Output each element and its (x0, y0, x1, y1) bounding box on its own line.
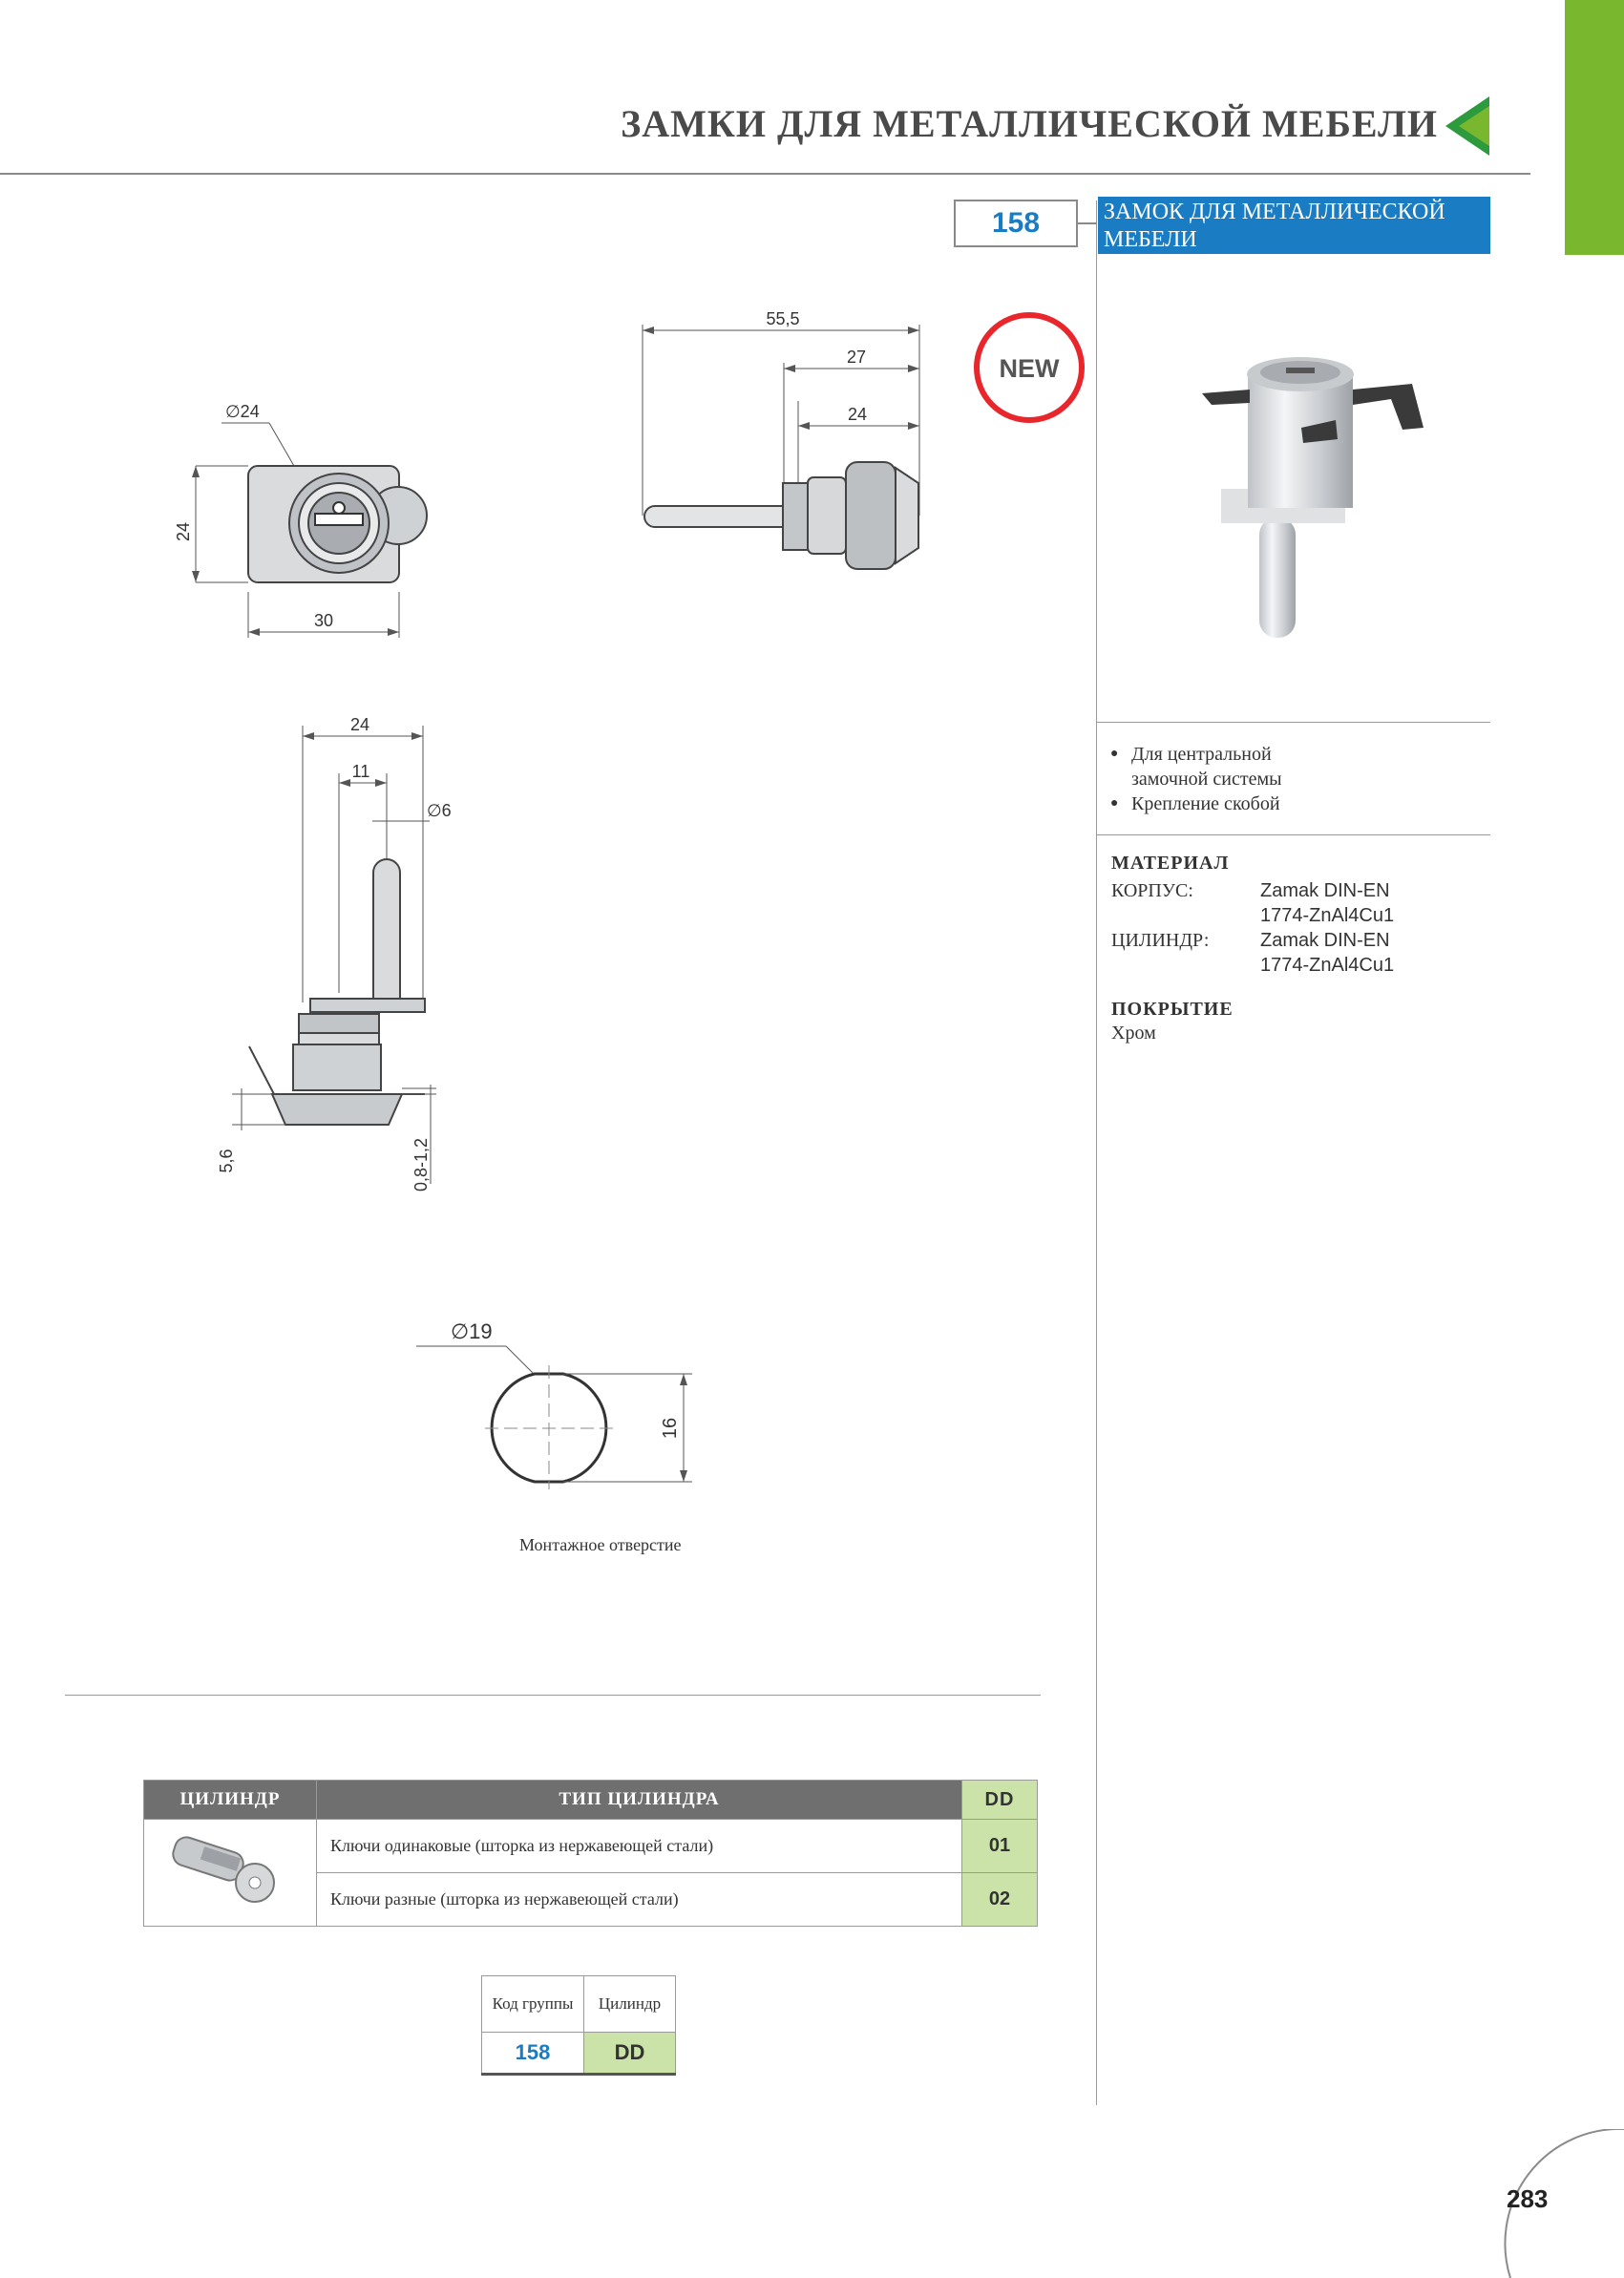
dim-label: 11 (351, 762, 370, 781)
material-value: Zamak DIN-EN (1260, 930, 1390, 951)
dim-label: 55,5 (766, 309, 800, 328)
header-divider (0, 173, 1530, 175)
table-header: DD (962, 1781, 1038, 1820)
bottom-view-drawing (215, 707, 473, 1193)
side-divider-2 (1097, 834, 1490, 835)
dim-label: ∅6 (427, 801, 452, 820)
table-row (482, 2033, 676, 2075)
table-header: Цилиндр (584, 1976, 676, 2033)
table-header-row (144, 1781, 1038, 1820)
dim-label: ∅24 (225, 402, 260, 421)
feature-item: ● Для центральной замочной системы (1110, 742, 1322, 791)
table-cell: 158 (482, 2033, 584, 2075)
table-header-row (482, 1976, 676, 2033)
feature-item: ● Крепление скобой (1110, 791, 1322, 816)
mounting-hole-drawing (411, 1308, 707, 1518)
material-row (1111, 928, 1394, 978)
table-row (144, 1820, 1038, 1873)
table-cell: DD (584, 2033, 676, 2075)
table-header: ЦИЛИНДР (144, 1781, 317, 1820)
product-code-box: 158 (954, 200, 1078, 247)
table-cell: 02 (962, 1873, 1038, 1927)
mounting-hole-caption: Монтажное отверстие (519, 1535, 682, 1554)
coating-label: ПОКРЫТИЕ (1111, 999, 1234, 1020)
material-value: 1774-ZnAl4Cu1 (1260, 955, 1395, 976)
section-color-tab (1565, 0, 1624, 255)
bottom-divider (65, 1695, 1041, 1696)
product-image (1202, 336, 1424, 647)
material-row (1111, 878, 1394, 928)
cylinder-table (143, 1780, 1038, 1927)
table-header: ТИП ЦИЛИНДРА (317, 1781, 962, 1820)
material-value: Zamak DIN-EN (1260, 880, 1390, 901)
side-view-drawing (630, 306, 945, 592)
dim-label: 5,6 (217, 1149, 236, 1173)
material-label: МАТЕРИАЛ (1111, 853, 1230, 874)
material-block (1111, 853, 1394, 1044)
side-divider-1 (1097, 722, 1490, 723)
column-divider (1096, 200, 1097, 2105)
chevron-left-icon (1445, 96, 1491, 156)
dim-label: 24 (349, 715, 370, 734)
dim-label: 24 (174, 521, 193, 542)
page-title: ЗАМКИ ДЛЯ МЕТАЛЛИЧЕСКОЙ МЕБЕЛИ (621, 102, 1438, 145)
new-badge (973, 311, 1086, 424)
cylinder-image-cell (144, 1820, 317, 1927)
code-connector-line (1078, 222, 1097, 224)
dim-label: 24 (847, 405, 868, 424)
table-cell: Ключи разные (шторка из нержавеющей стали) (317, 1873, 962, 1927)
new-badge-label: NEW (999, 354, 1060, 383)
table-cell: 01 (962, 1820, 1038, 1873)
material-key: КОРПУС: (1111, 880, 1193, 901)
material-key: ЦИЛИНДР: (1111, 930, 1210, 951)
table-header: Код группы (482, 1976, 584, 2033)
group-code-table (481, 1975, 676, 2076)
product-title: ЗАМОК ДЛЯ МЕТАЛЛИЧЕСКОЙ МЕБЕЛИ (1098, 197, 1490, 254)
material-value: 1774-ZnAl4Cu1 (1260, 905, 1395, 926)
front-view-drawing (172, 391, 458, 649)
dim-label: 27 (846, 348, 867, 367)
dim-label: 16 (660, 1417, 681, 1440)
page-number: 283 (1507, 2184, 1549, 2213)
dim-label: ∅19 (451, 1319, 493, 1343)
coating-value: Хром (1111, 1023, 1156, 1044)
table-cell: Ключи одинаковые (шторка из нержавеющей стали) (317, 1820, 962, 1873)
dim-label: 0,8-1,2 (411, 1137, 431, 1192)
feature-list (1110, 742, 1322, 816)
dim-label: 30 (313, 611, 334, 630)
cylinder-key-image (163, 1827, 297, 1913)
